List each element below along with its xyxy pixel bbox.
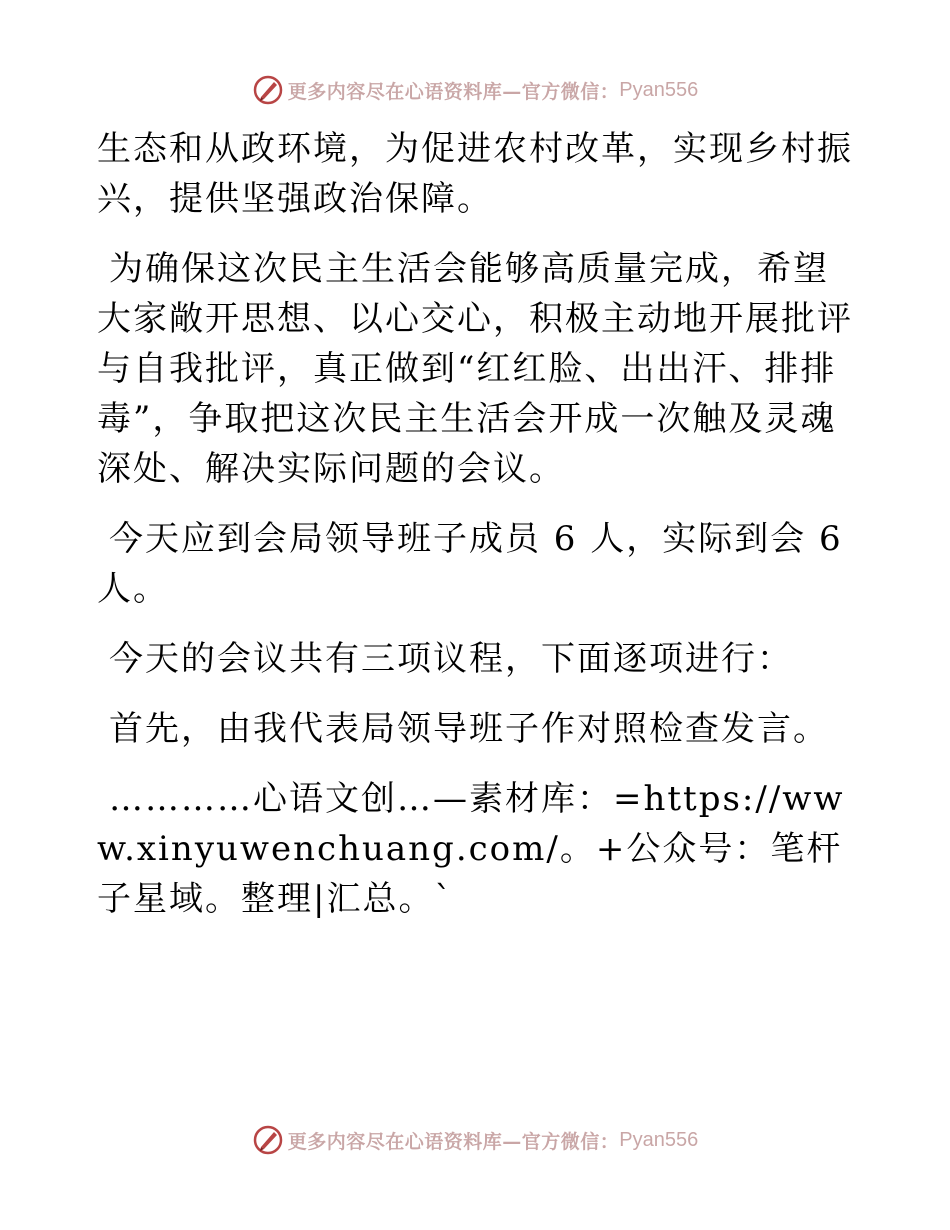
header-banner-text: 更多内容尽在心语资料库—官方微信： [287,80,620,103]
pen-logo-icon [252,74,284,106]
pen-logo-icon [252,1124,284,1156]
paragraph: …………心语文创…—素材库：=https://www.xinyuwenchuang.com/。+公众号：笔杆子星域。整理|汇总。` [97,779,845,919]
footer-banner [0,1120,950,1160]
footer-banner-id: Pyan556 [619,1128,699,1151]
paragraph: 生态和从政环境，为促进农村改革，实现乡村振兴，提供坚强政治保障。 [97,129,853,219]
document-body [97,124,857,944]
paragraph: 首先，由我代表局领导班子作对照检查发言。 [109,709,829,749]
paragraph: 为确保这次民主生活会能够高质量完成，希望大家敞开思想、以心交心，积极主动地开展批评与自我批评，真正做到“红红脸、出出汗、排排毒”，争取把这次民主生活会开成一次触及灵魂深处、解决实际问题的会议。 [97,249,853,489]
header-banner-id: Pyan556 [619,78,699,101]
paragraph: 今天的会议共有三项议程，下面逐项进行： [109,639,793,679]
header-banner [0,70,950,110]
footer-banner-text: 更多内容尽在心语资料库—官方微信： [287,1130,620,1153]
paragraph: 今天应到会局领导班子成员 6 人，实际到会 6 人。 [97,519,843,609]
